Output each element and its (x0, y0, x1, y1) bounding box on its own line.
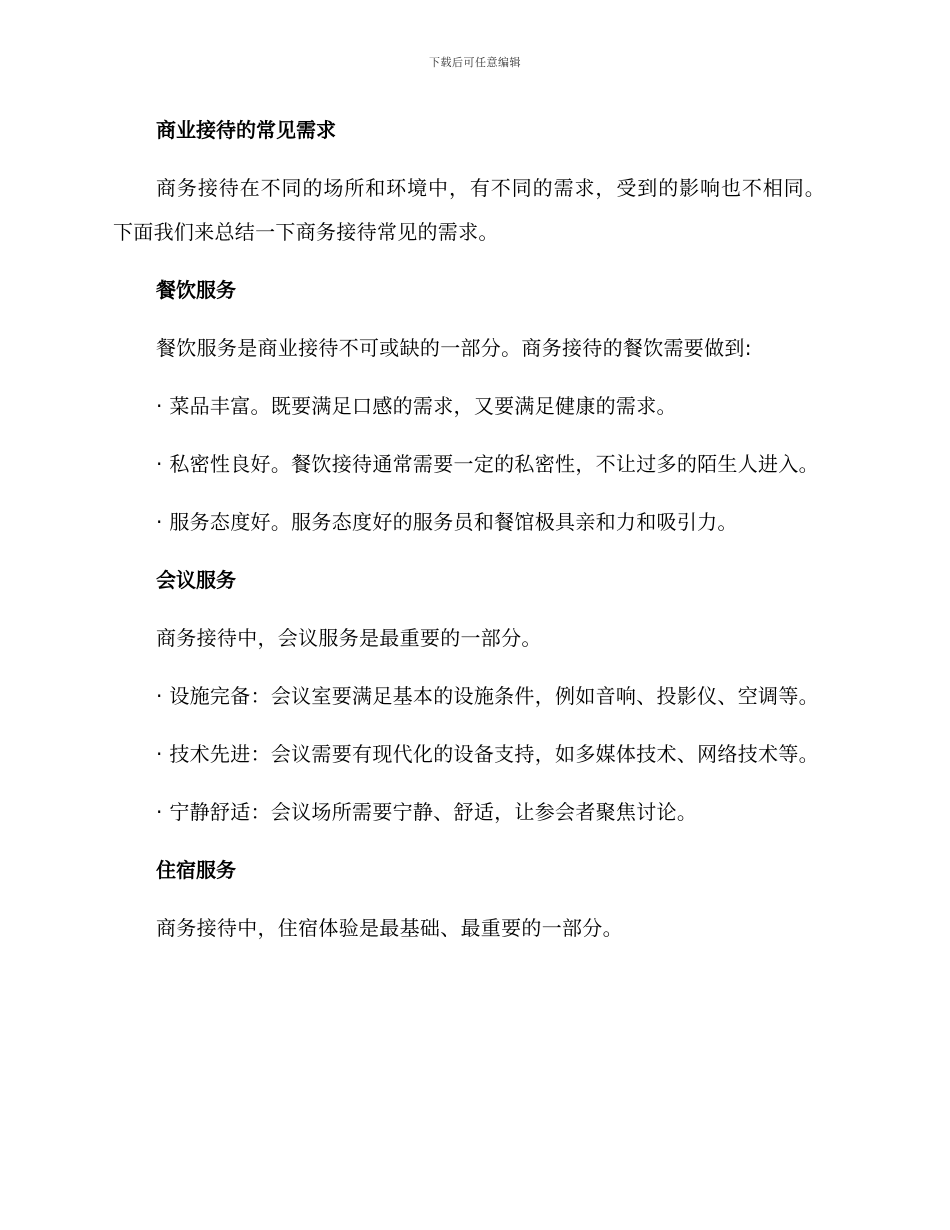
header-note: 下载后可任意编辑 (429, 56, 521, 69)
meeting-intro-paragraph: 商务接待中，会议服务是最重要的一部分。 (156, 626, 542, 650)
document-title: 商业接待的常见需求 (156, 118, 336, 142)
meeting-list-item: · 技术先进：会议需要有现代化的设备支持，如多媒体技术、网络技术等。 (156, 742, 819, 766)
dining-list-item: · 私密性良好。餐饮接待通常需要一定的私密性，不让过多的陌生人进入。 (156, 452, 819, 476)
section-heading-dining: 餐饮服务 (156, 278, 236, 302)
dining-list-item: · 服务态度好。服务态度好的服务员和餐馆极具亲和力和吸引力。 (156, 510, 738, 534)
meeting-list-item: · 宁静舒适：会议场所需要宁静、舒适，让参会者聚焦讨论。 (156, 800, 698, 824)
document-body (113, 108, 825, 964)
section-heading-lodging: 住宿服务 (156, 858, 236, 882)
intro-paragraph: 商务接待在不同的场所和环境中，有不同的需求，受到的影响也不相同。下面我们来总结一下商务接待常见的需求。 (113, 176, 825, 244)
lodging-intro-paragraph: 商务接待中，住宿体验是最基础、最重要的一部分。 (156, 916, 623, 940)
dining-intro-paragraph: 餐饮服务是商业接待不可或缺的一部分。商务接待的餐饮需要做到: (156, 336, 752, 360)
dining-list-item: · 菜品丰富。既要满足口感的需求，又要满足健康的需求。 (156, 394, 677, 418)
meeting-list-item: · 设施完备：会议室要满足基本的设施条件，例如音响、投影仪、空调等。 (156, 684, 819, 708)
section-heading-meeting: 会议服务 (156, 568, 236, 592)
